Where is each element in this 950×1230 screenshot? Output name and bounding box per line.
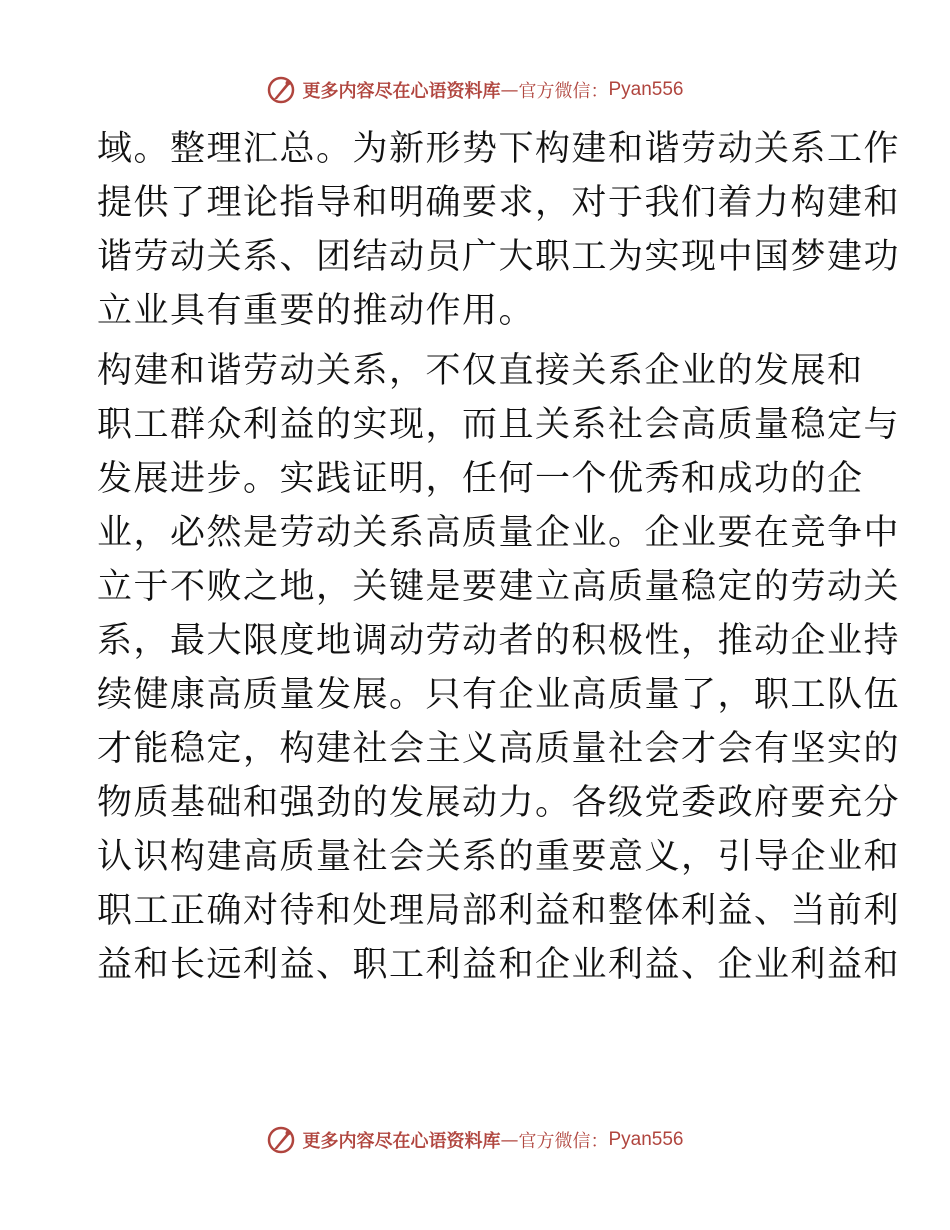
text-line: 益和长远利益、职工利益和企业利益、企业利益和 xyxy=(97,945,901,985)
watermark-wechat-id: Pyan556 xyxy=(608,79,684,100)
watermark-text: 更多内容尽在心语资料库 xyxy=(302,1131,501,1152)
watermark-wechat-id: Pyan556 xyxy=(608,1129,684,1150)
watermark-separator: — xyxy=(500,79,519,101)
text-line: 认识构建高质量社会关系的重要意义，引导企业和 xyxy=(97,837,901,877)
text-line: 业，必然是劳动关系高质量企业。企业要在竞争中 xyxy=(97,513,901,553)
footer-watermark xyxy=(0,1120,950,1160)
text-line: 物质基础和强劲的发展动力。各级党委政府要充分 xyxy=(97,783,901,823)
watermark-separator: — xyxy=(500,1129,519,1151)
text-line: 立于不败之地，关键是要建立高质量稳定的劳动关 xyxy=(97,567,901,607)
text-line: 职工群众利益的实现，而且关系社会高质量稳定与 xyxy=(97,405,901,445)
quill-logo-icon xyxy=(266,75,296,105)
text-line: 系，最大限度地调动劳动者的积极性，推动企业持 xyxy=(97,621,901,661)
header-watermark xyxy=(0,70,950,110)
text-line: 立业具有重要的推动作用。 xyxy=(97,291,536,331)
watermark-text: 更多内容尽在心语资料库 xyxy=(302,81,501,102)
text-line: 职工正确对待和处理局部利益和整体利益、当前利 xyxy=(97,891,901,931)
text-line: 谐劳动关系、团结动员广大职工为实现中国梦建功 xyxy=(97,237,901,277)
paragraph xyxy=(97,122,901,338)
text-line: 续健康高质量发展。只有企业高质量了，职工队伍 xyxy=(97,675,901,715)
paragraph xyxy=(97,344,901,992)
document-body xyxy=(97,122,901,992)
text-line: 发展进步。实践证明，任何一个优秀和成功的企 xyxy=(97,459,864,499)
watermark-wechat-label: 官方微信： xyxy=(518,1131,609,1152)
text-line: 才能稳定，构建社会主义高质量社会才会有坚实的 xyxy=(97,729,901,769)
watermark-wechat-label: 官方微信： xyxy=(518,81,609,102)
text-line: 提供了理论指导和明确要求，对于我们着力构建和 xyxy=(97,183,901,223)
text-line: 域。整理汇总。为新形势下构建和谐劳动关系工作 xyxy=(97,129,901,169)
text-line: 构建和谐劳动关系，不仅直接关系企业的发展和 xyxy=(97,351,864,391)
quill-logo-icon xyxy=(266,1125,296,1155)
